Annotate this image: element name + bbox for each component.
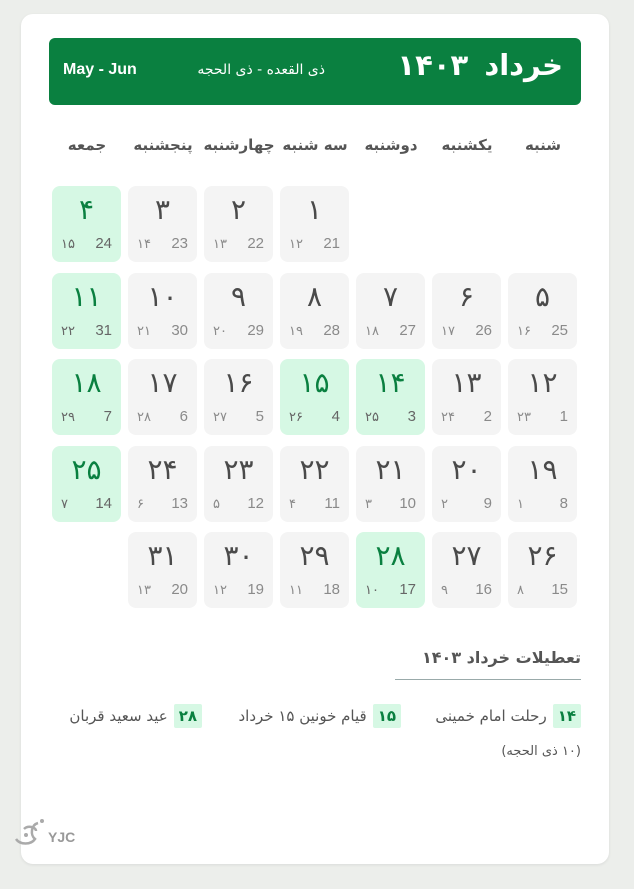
day-cell[interactable] [432, 446, 501, 522]
weekday-row [49, 136, 581, 164]
persian-day: ۲۷ [451, 539, 482, 572]
day-cell[interactable] [508, 532, 577, 608]
day-cell[interactable] [432, 359, 501, 435]
hijri-day: ۲۵ [365, 410, 379, 425]
day-cell[interactable] [356, 273, 425, 349]
day-cell[interactable] [128, 446, 197, 522]
weekday-mon: دوشنبه [364, 136, 418, 154]
gregorian-day: 20 [171, 581, 188, 598]
hijri-day: ۲۱ [137, 323, 151, 339]
hijri-day: ۲۷ [213, 410, 227, 425]
gregorian-range: May - Jun [63, 61, 137, 78]
holiday-day: ۱۵ [373, 704, 401, 728]
day-cell[interactable] [128, 186, 197, 262]
persian-day: ۹ [230, 279, 247, 313]
hijri-day: ۲۲ [61, 323, 75, 339]
hijri-day: ۲۹ [61, 410, 75, 425]
persian-day: ۳۰ [223, 539, 254, 572]
persian-day: ۲۴ [147, 452, 178, 486]
day-cell[interactable] [52, 359, 121, 435]
day-cell[interactable] [128, 273, 197, 349]
holiday-name: رحلت امام خمینی [435, 707, 547, 725]
gregorian-day: 1 [559, 408, 568, 425]
day-cell[interactable] [204, 446, 273, 522]
holiday-item [69, 704, 202, 728]
gregorian-day: 19 [247, 581, 264, 598]
persian-day: ۲۵ [71, 452, 102, 486]
persian-day: ۲۲ [299, 452, 330, 486]
day-cell[interactable] [280, 186, 349, 262]
gregorian-day: 26 [475, 321, 492, 339]
day-cell[interactable] [280, 532, 349, 608]
persian-day: ۷ [382, 279, 399, 313]
gregorian-day: 22 [247, 235, 264, 252]
hijri-day: ۱۹ [289, 323, 303, 339]
day-cell[interactable] [204, 532, 273, 608]
persian-day: ۲۱ [375, 452, 406, 486]
hijri-day: ۱۸ [365, 323, 379, 339]
gregorian-day: 13 [171, 494, 188, 512]
persian-day: ۱۹ [527, 452, 558, 486]
day-cell[interactable] [432, 532, 501, 608]
day-cell[interactable] [432, 273, 501, 349]
persian-day: ۲۹ [299, 539, 330, 572]
day-cell[interactable] [356, 532, 425, 608]
hijri-day: ۲۶ [289, 410, 303, 425]
weekday-thu: پنجشنبه [133, 136, 193, 154]
day-cell[interactable] [204, 186, 273, 262]
gregorian-day: 18 [323, 581, 340, 598]
persian-day: ۲۸ [375, 539, 406, 572]
hijri-day: ۲۴ [441, 410, 455, 425]
gregorian-day: 31 [95, 321, 112, 339]
hijri-day: ۱۲ [289, 237, 303, 252]
hijri-day: ۲ [441, 496, 448, 512]
hijri-day: ۲۸ [137, 410, 151, 425]
hijri-day: ۷ [61, 496, 68, 512]
day-cell[interactable] [52, 186, 121, 262]
gregorian-day: 27 [399, 321, 416, 339]
gregorian-day: 29 [247, 321, 264, 339]
holiday-day: ۱۴ [553, 704, 581, 728]
persian-day: ۲ [230, 193, 247, 226]
weekday-tue: سه شنبه [282, 136, 348, 154]
persian-day: ۱۶ [223, 366, 254, 399]
gregorian-day: 4 [331, 408, 340, 425]
persian-day: ۱۳ [451, 366, 482, 399]
gregorian-day: 9 [483, 494, 492, 512]
persian-day: ۱۸ [71, 366, 102, 399]
hijri-day: ۱۲ [213, 583, 227, 598]
day-cell[interactable] [508, 359, 577, 435]
day-cell[interactable] [204, 359, 273, 435]
holiday-item [435, 704, 581, 728]
persian-day: ۱ [306, 193, 323, 226]
gregorian-day: 15 [551, 581, 568, 598]
hijri-day: ۱۳ [213, 237, 227, 252]
hijri-day: ۱۶ [517, 323, 531, 339]
gregorian-day: 8 [559, 494, 568, 512]
weekday-sun: یکشنبه [441, 136, 493, 154]
day-cell[interactable] [508, 446, 577, 522]
persian-day: ۱۲ [527, 366, 558, 399]
gregorian-day: 6 [179, 408, 188, 425]
holiday-note: (۱۰ ذی الحجه) [501, 744, 581, 759]
persian-day: ۱۷ [147, 366, 178, 399]
gregorian-day: 30 [171, 321, 188, 339]
hijri-range: ذی القعده - ذی الحجه [197, 62, 325, 78]
hijri-day: ۱۰ [365, 583, 379, 598]
holiday-name: قیام خونین ۱۵ خرداد [238, 707, 367, 725]
gregorian-day: 2 [483, 408, 492, 425]
hijri-day: ۱۵ [61, 237, 75, 252]
day-cell[interactable] [128, 532, 197, 608]
persian-day: ۳ [154, 193, 171, 226]
persian-day: ۳۱ [147, 539, 178, 572]
weekday-fri: جمعه [67, 136, 107, 154]
logo-text: YJC [48, 829, 76, 845]
weekday-wed: چهارشنبه [203, 136, 275, 154]
persian-day: ۱۵ [299, 366, 330, 399]
gregorian-day: 14 [95, 494, 112, 512]
hijri-day: ۳ [365, 496, 372, 512]
gregorian-day: 3 [407, 408, 416, 425]
hijri-day: ۵ [213, 496, 220, 512]
weekday-sat: شنبه [524, 136, 562, 154]
hijri-day: ۱ [517, 496, 524, 512]
persian-day: ۲۳ [223, 452, 254, 486]
persian-day: ۸ [306, 279, 323, 313]
day-cell[interactable] [280, 446, 349, 522]
gregorian-day: 25 [551, 321, 568, 339]
day-cell[interactable] [204, 273, 273, 349]
gregorian-day: 16 [475, 581, 492, 598]
hijri-day: ۴ [289, 496, 296, 512]
persian-day: ۱۱ [71, 279, 102, 313]
gregorian-day: 10 [399, 494, 416, 512]
holidays-divider [395, 679, 581, 680]
hijri-day: ۱۷ [441, 323, 455, 339]
day-cell[interactable] [52, 273, 121, 349]
gregorian-day: 23 [171, 235, 188, 252]
persian-day: ۱۴ [375, 366, 406, 399]
hijri-day: ۱۳ [137, 583, 151, 598]
gregorian-day: 17 [399, 581, 416, 598]
gregorian-day: 24 [95, 235, 112, 252]
day-cell[interactable] [280, 273, 349, 349]
gregorian-day: 21 [323, 235, 340, 252]
persian-day: ۶ [458, 279, 475, 313]
persian-day: ۵ [534, 279, 551, 313]
day-cell[interactable] [128, 359, 197, 435]
day-cell[interactable] [356, 359, 425, 435]
calendar-header [49, 38, 581, 105]
gregorian-day: 7 [103, 408, 112, 425]
day-cell[interactable] [356, 446, 425, 522]
hijri-day: ۲۰ [213, 323, 227, 339]
day-cell[interactable] [508, 273, 577, 349]
day-cell[interactable] [280, 359, 349, 435]
persian-day: ۲۰ [451, 452, 482, 486]
holidays-title: تعطیلات خرداد ۱۴۰۳ [422, 648, 581, 667]
hijri-day: ۸ [517, 583, 524, 598]
gregorian-day: 12 [247, 494, 264, 512]
hijri-day: ۲۳ [517, 410, 531, 425]
holiday-item [238, 704, 401, 728]
hijri-day: ۶ [137, 496, 144, 512]
calendar-card [21, 14, 609, 864]
day-cell[interactable] [52, 446, 121, 522]
holiday-name: عید سعید قربان [69, 707, 168, 725]
gregorian-day: 5 [255, 408, 264, 425]
month-title: خرداد ۱۴۰۳ [397, 48, 563, 82]
persian-day: ۴ [78, 193, 95, 226]
gregorian-day: 28 [323, 321, 340, 339]
hijri-day: ۱۱ [289, 583, 303, 598]
persian-day: ۲۶ [527, 539, 558, 572]
persian-day: ۱۰ [147, 279, 178, 313]
holiday-day: ۲۸ [174, 704, 202, 728]
hijri-day: ۱۴ [137, 237, 151, 252]
hijri-day: ۹ [441, 583, 448, 598]
gregorian-day: 11 [324, 494, 340, 512]
